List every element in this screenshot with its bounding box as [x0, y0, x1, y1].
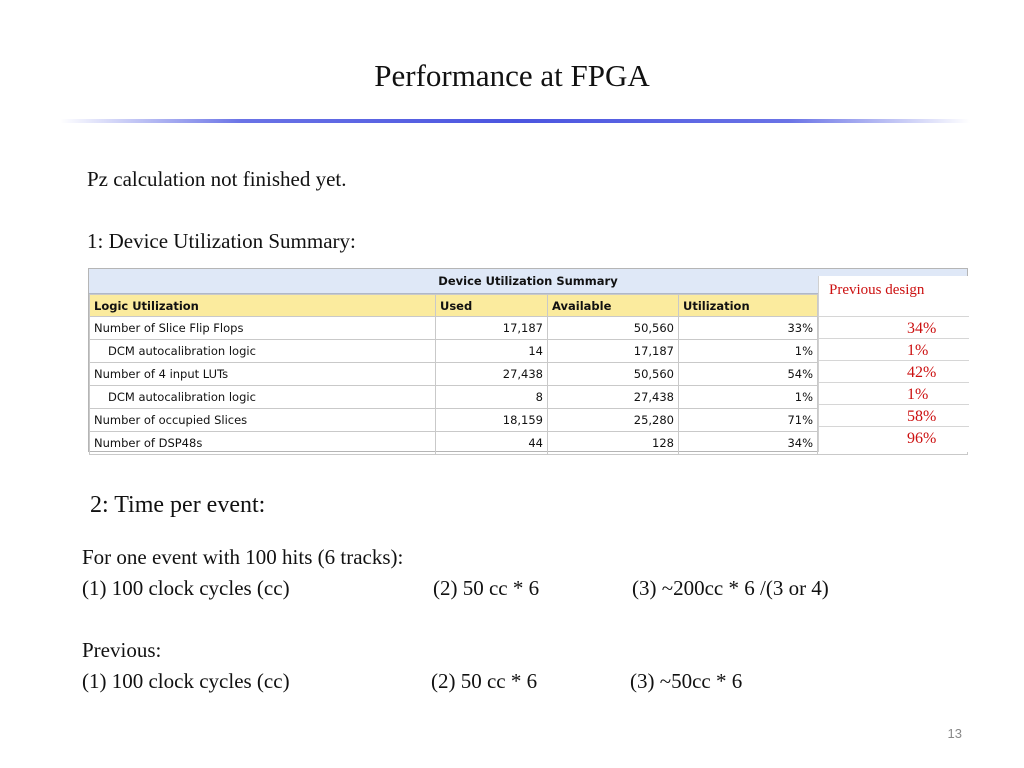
- row-available: 25,280: [548, 409, 679, 432]
- previous-value: 34%: [907, 320, 937, 337]
- row-available: 128: [548, 432, 679, 455]
- previous-label: Previous:: [82, 638, 162, 662]
- previous-value: 96%: [907, 430, 937, 447]
- row-label: DCM autocalibration logic: [90, 340, 436, 363]
- title-divider: [60, 119, 970, 123]
- row-used: 8: [436, 386, 548, 409]
- row-used: 14: [436, 340, 548, 363]
- previous-value-row: [819, 404, 969, 427]
- intro-text: Pz calculation not finished yet.: [87, 167, 347, 191]
- table-caption: Device Utilization Summary: [89, 269, 967, 294]
- previous-value-row: [819, 338, 969, 361]
- row-utilization: 71%: [679, 409, 818, 432]
- current-intro: For one event with 100 hits (6 tracks):: [82, 545, 404, 569]
- section-1-heading: 1: Device Utilization Summary:: [87, 229, 356, 253]
- slide-title: Performance at FPGA: [374, 58, 650, 93]
- row-label: DCM autocalibration logic: [90, 386, 436, 409]
- section-2-heading: 2: Time per event:: [90, 492, 266, 518]
- previous-design-label: Previous design: [829, 282, 925, 298]
- previous-item-2: (2) 50 cc * 6: [431, 669, 538, 693]
- current-item-2: (2) 50 cc * 6: [433, 576, 540, 600]
- previous-item-3: (3) ~50cc * 6: [630, 669, 743, 693]
- previous-value: 58%: [907, 408, 937, 425]
- page-number: 13: [947, 726, 962, 741]
- row-used: 18,159: [436, 409, 548, 432]
- header-used: Used: [436, 295, 548, 317]
- row-utilization: 1%: [679, 340, 818, 363]
- previous-value: 1%: [907, 342, 929, 359]
- header-utilization: Utilization: [679, 295, 818, 317]
- row-used: 44: [436, 432, 548, 455]
- row-available: 50,560: [548, 317, 679, 340]
- previous-value-row: [819, 360, 969, 383]
- row-label: Number of occupied Slices: [90, 409, 436, 432]
- row-utilization: 1%: [679, 386, 818, 409]
- previous-value-row: [819, 426, 969, 449]
- current-item-3: (3) ~200cc * 6 /(3 or 4): [632, 576, 829, 600]
- header-available: Available: [548, 295, 679, 317]
- current-item-1: (1) 100 clock cycles (cc): [82, 576, 290, 600]
- previous-value-row: [819, 316, 969, 339]
- row-label: Number of Slice Flip Flops: [90, 317, 436, 340]
- row-label: Number of DSP48s: [90, 432, 436, 455]
- row-available: 50,560: [548, 363, 679, 386]
- row-label: Number of 4 input LUTs: [90, 363, 436, 386]
- row-available: 27,438: [548, 386, 679, 409]
- previous-value: 42%: [907, 364, 937, 381]
- previous-design-panel: [818, 276, 969, 452]
- row-used: 17,187: [436, 317, 548, 340]
- previous-item-1: (1) 100 clock cycles (cc): [82, 669, 290, 693]
- row-utilization: 33%: [679, 317, 818, 340]
- header-logic-utilization: Logic Utilization: [90, 295, 436, 317]
- previous-value-row: [819, 382, 969, 405]
- previous-value: 1%: [907, 386, 929, 403]
- row-used: 27,438: [436, 363, 548, 386]
- row-utilization: 34%: [679, 432, 818, 455]
- row-utilization: 54%: [679, 363, 818, 386]
- row-available: 17,187: [548, 340, 679, 363]
